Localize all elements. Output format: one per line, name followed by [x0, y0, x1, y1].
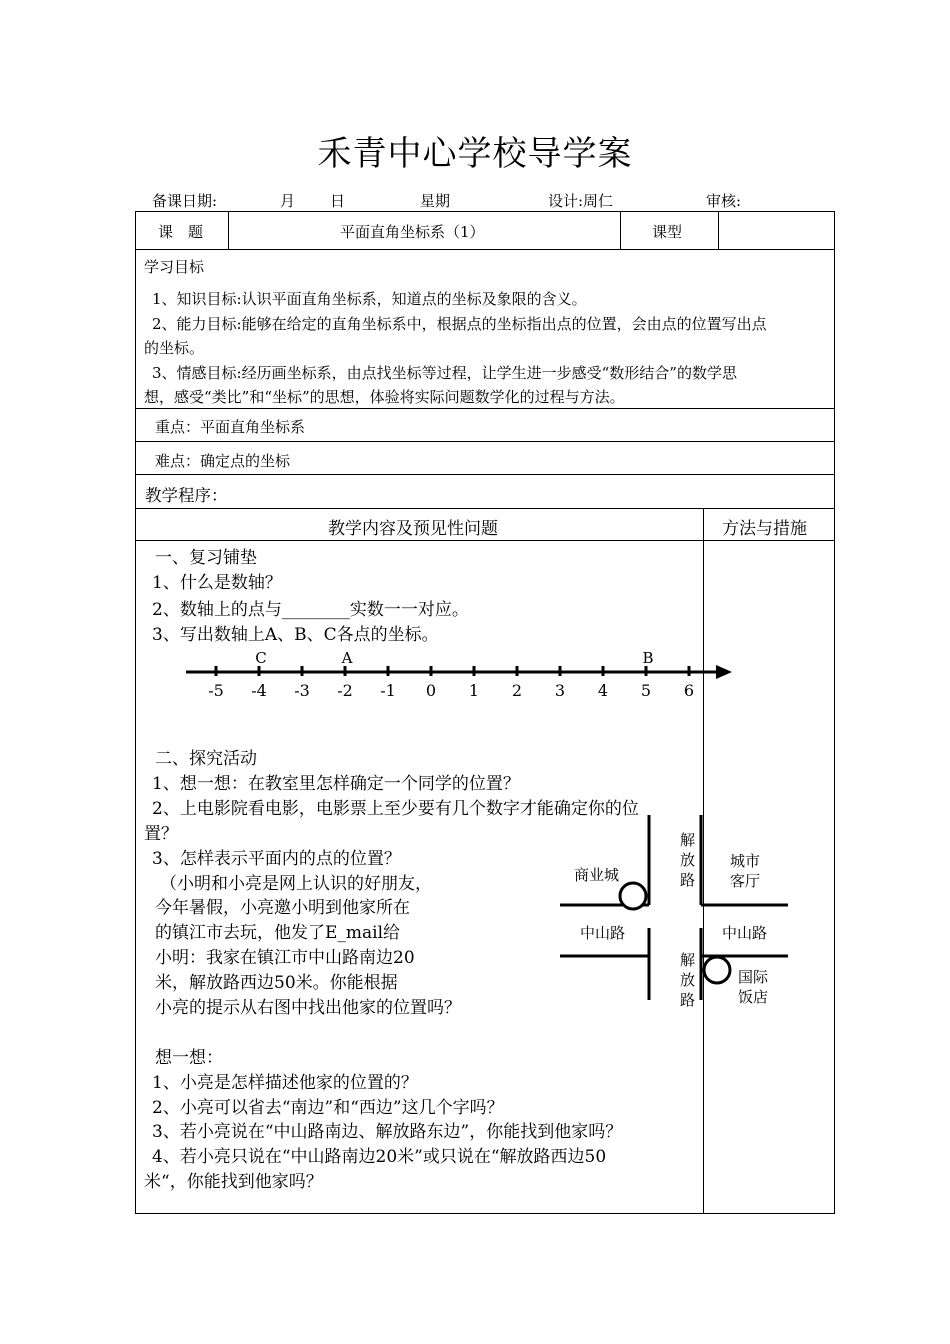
- number-line-point-label: A: [341, 649, 353, 667]
- story-line: 的镇江市去玩，他发了E_mail给: [155, 923, 401, 943]
- activity-question-cont: 置？: [144, 824, 178, 844]
- number-line-point-label: C: [255, 649, 267, 667]
- number-line: [180, 645, 740, 705]
- column-header-method: 方法与措施: [722, 519, 807, 539]
- month-label: 月: [280, 192, 296, 210]
- jiefang-road-label: 解放路: [680, 951, 696, 1009]
- story-line: 小亮的提示从右图中找出他家的位置吗？: [155, 998, 461, 1018]
- reviewer-label: 审核:: [706, 192, 742, 210]
- zhongshan-road-label: 中山路: [580, 924, 626, 942]
- lesson-type-label: 课型: [652, 223, 683, 241]
- number-line-tick-label: 0: [425, 681, 437, 700]
- number-line-tick-label: -4: [251, 681, 267, 700]
- section2-heading: 二、探究活动: [155, 749, 257, 769]
- review-question: 1、什么是数轴？: [152, 573, 282, 593]
- designer-label: 设计:周仁: [548, 192, 614, 210]
- page-title: 禾青中心学校导学案: [317, 134, 633, 174]
- key-point: 重点：平面直角坐标系: [155, 418, 306, 436]
- jiefang-road-label: 解放路: [680, 831, 696, 889]
- commerce-circle-icon: [620, 883, 646, 909]
- think-question: 4、若小亮只说在“中山路南边20米”或只说在“解放路西边50: [152, 1147, 607, 1167]
- think-question: 2、小亮可以省去“南边”和“西边”这几个字吗？: [152, 1098, 504, 1118]
- zhongshan-road-label: 中山路: [722, 924, 768, 942]
- activity-question: 3、怎样表示平面内的点的位置？: [152, 849, 401, 869]
- number-line-tick-label: -2: [337, 681, 353, 700]
- objective-line: 2、能力目标:能够在给定的直角坐标系中，根据点的坐标指出点的位置，会由点的位置写出点: [152, 315, 767, 333]
- number-line-point-label: B: [642, 649, 654, 667]
- think-question: 1、小亮是怎样描述他家的位置的？: [152, 1073, 418, 1093]
- think-question-cont: 米“，你能找到他家吗？: [144, 1172, 323, 1192]
- review-question: 2、数轴上的点与________实数一一对应。: [152, 600, 469, 620]
- objective-line: 1、知识目标:认识平面直角坐标系，知道点的坐标及象限的含义。: [152, 290, 587, 308]
- city-hall-label: 城市: [730, 852, 761, 870]
- hotel-label: 饭店: [738, 988, 769, 1006]
- column-header-content: 教学内容及预见性问题: [328, 519, 498, 539]
- story-line: 小明：我家在镇江市中山路南边20: [155, 948, 415, 968]
- number-line-tick-label: -3: [294, 681, 310, 700]
- axis-arrow-icon: [716, 665, 732, 679]
- hotel-circle-icon: [704, 957, 730, 983]
- activity-question: 2、上电影院看电影，电影票上至少要有几个数字才能确定你的位: [152, 799, 639, 819]
- difficulty: 难点：确定点的坐标: [155, 452, 291, 470]
- weekday-label: 星期: [420, 192, 451, 210]
- section1-heading: 一、复习铺垫: [155, 548, 257, 568]
- objectives-heading: 学习目标: [144, 258, 205, 276]
- story-line: （小明和小亮是网上认识的好朋友，: [160, 874, 432, 894]
- number-line-tick-label: 5: [640, 681, 652, 700]
- city-hall-label: 客厅: [730, 872, 761, 890]
- date-label: 备课日期:: [152, 192, 218, 210]
- number-line-tick-label: 1: [468, 681, 480, 700]
- number-line-tick-label: 4: [597, 681, 609, 700]
- objective-line: 想，感受“类比”和“坐标”的思想，体验将实际问题数学化的过程与方法。: [144, 388, 625, 406]
- objective-line: 3、情感目标:经历画坐标系，由点找坐标等过程，让学生进一步感受“数形结合”的数学思: [152, 364, 737, 382]
- hotel-label: 国际: [738, 968, 769, 986]
- procedure-label: 教学程序：: [145, 486, 228, 505]
- day-label: 日: [330, 192, 346, 210]
- think-heading: 想一想：: [155, 1048, 223, 1068]
- objective-line: 的坐标。: [144, 339, 205, 357]
- story-line: 今年暑假，小亮邀小明到他家所在: [155, 898, 410, 918]
- topic-label: 课 题: [158, 223, 204, 241]
- topic-value: 平面直角坐标系（1）: [340, 223, 485, 241]
- number-line-tick-label: 2: [511, 681, 523, 700]
- commerce-label: 商业城: [574, 866, 620, 884]
- review-question: 3、写出数轴上A、B、C各点的坐标。: [152, 625, 439, 645]
- story-line: 米，解放路西边50米。你能根据: [155, 973, 398, 993]
- activity-question: 1、想一想：在教室里怎样确定一个同学的位置？: [152, 774, 520, 794]
- number-line-tick-label: 3: [554, 681, 566, 700]
- number-line-tick-label: 6: [683, 681, 695, 700]
- number-line-tick-label: -5: [208, 681, 224, 700]
- think-question: 3、若小亮说在“中山路南边、解放路东边”，你能找到他家吗？: [152, 1122, 623, 1142]
- number-line-tick-label: -1: [380, 681, 396, 700]
